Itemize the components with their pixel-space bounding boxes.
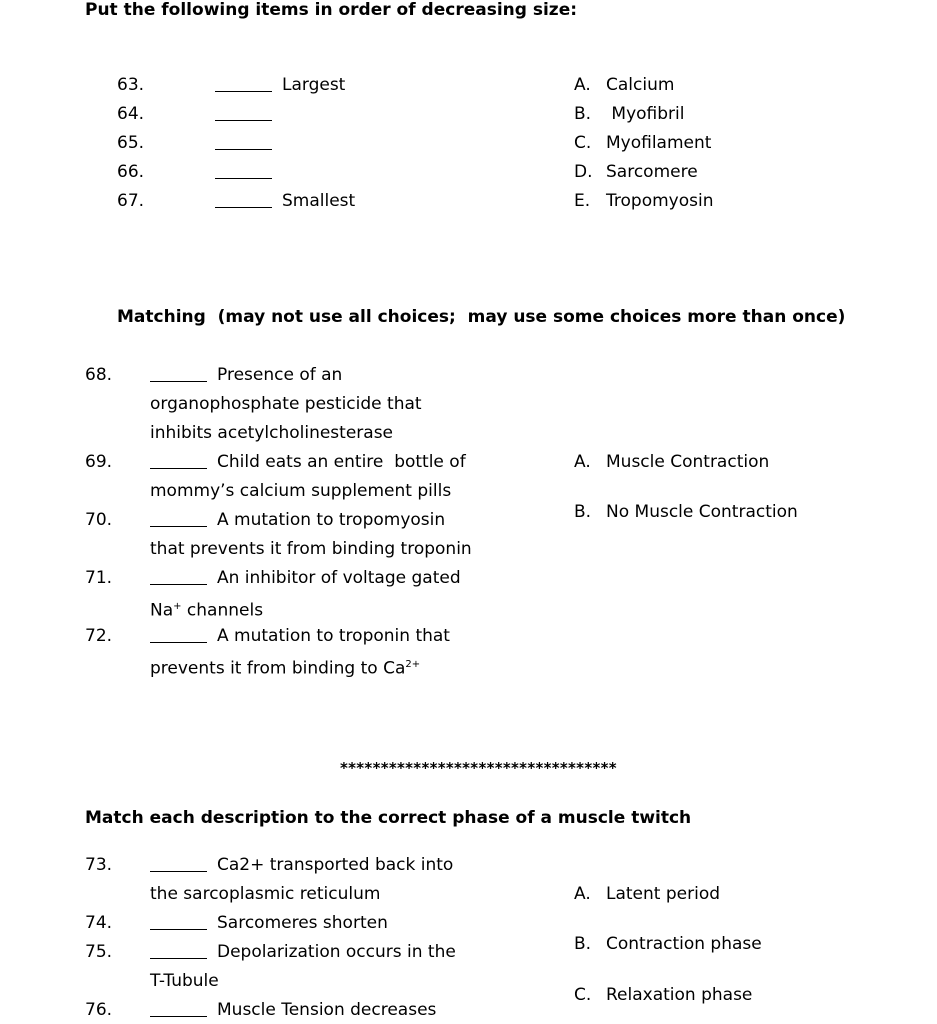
answer-blank[interactable] bbox=[215, 164, 272, 179]
choice-item bbox=[574, 191, 713, 211]
choice-item bbox=[574, 75, 674, 95]
question-number: 64. bbox=[117, 104, 145, 124]
choice-item bbox=[574, 502, 798, 522]
section3-heading: Match each description to the correct phase of a muscle twitch bbox=[85, 808, 692, 828]
item-text: Sarcomeres shorten bbox=[217, 913, 388, 933]
answer-blank[interactable] bbox=[215, 193, 272, 208]
answer-blank[interactable] bbox=[150, 367, 207, 382]
choice-text: Sarcomere bbox=[606, 162, 698, 182]
question-number: 66. bbox=[117, 162, 145, 182]
question-number: 71. bbox=[85, 568, 113, 588]
answer-blank[interactable] bbox=[150, 944, 207, 959]
choice-item bbox=[574, 934, 762, 954]
choice-item bbox=[574, 884, 720, 904]
question-number: 73. bbox=[85, 855, 113, 875]
question-number: 76. bbox=[85, 1000, 113, 1020]
answer-blank[interactable] bbox=[150, 1002, 207, 1017]
choice-item bbox=[574, 133, 711, 153]
answer-blank[interactable] bbox=[215, 106, 272, 121]
question-number: 69. bbox=[85, 452, 113, 472]
item-text: Child eats an entire bottle of bbox=[217, 452, 466, 472]
row-label: Smallest bbox=[282, 191, 356, 211]
answer-blank[interactable] bbox=[150, 915, 207, 930]
answer-blank[interactable] bbox=[150, 570, 207, 585]
question-number: 75. bbox=[85, 942, 113, 962]
choice-letter: A. bbox=[574, 884, 591, 904]
answer-blank[interactable] bbox=[150, 857, 207, 872]
choice-text: No Muscle Contraction bbox=[606, 502, 798, 522]
choice-item bbox=[574, 104, 684, 124]
item-text: mommy’s calcium supplement pills bbox=[150, 481, 452, 501]
item-text: Depolarization occurs in the bbox=[217, 942, 456, 962]
section1-heading: Put the following items in order of decreasing size: bbox=[85, 0, 578, 20]
row-label: Largest bbox=[282, 75, 346, 95]
choice-text: Latent period bbox=[606, 884, 721, 904]
choice-item bbox=[574, 162, 698, 182]
item-text: Presence of an bbox=[217, 365, 343, 385]
section2-heading: Matching (may not use all choices; may use some choices more than once) bbox=[117, 307, 846, 327]
question-number: 72. bbox=[85, 626, 113, 646]
item-text-part: prevents it from binding to Ca bbox=[150, 658, 406, 679]
choice-letter: B. bbox=[574, 934, 592, 954]
answer-blank[interactable] bbox=[150, 512, 207, 527]
choice-letter: B. bbox=[574, 104, 592, 124]
choice-letter: D. bbox=[574, 162, 593, 182]
item-text: Muscle Tension decreases bbox=[217, 1000, 437, 1020]
item-text: A mutation to tropomyosin bbox=[217, 510, 446, 530]
question-number: 68. bbox=[85, 365, 113, 385]
item-text: An inhibitor of voltage gated bbox=[217, 568, 461, 588]
choice-text: Relaxation phase bbox=[606, 985, 753, 1005]
answer-blank[interactable] bbox=[215, 77, 272, 92]
question-number: 65. bbox=[117, 133, 145, 153]
item-text: organophosphate pesticide that bbox=[150, 394, 422, 414]
answer-blank[interactable] bbox=[150, 454, 207, 469]
item-text: A mutation to troponin that bbox=[217, 626, 450, 646]
choice-letter: C. bbox=[574, 133, 592, 153]
choice-text: Tropomyosin bbox=[606, 191, 714, 211]
answer-blank[interactable] bbox=[150, 628, 207, 643]
question-number: 74. bbox=[85, 913, 113, 933]
choice-text: Myofibril bbox=[606, 104, 685, 124]
item-text: T-Tubule bbox=[150, 971, 219, 991]
answer-blank[interactable] bbox=[215, 135, 272, 150]
choice-text: Calcium bbox=[606, 75, 675, 95]
choice-text: Contraction phase bbox=[606, 934, 762, 954]
item-text bbox=[150, 655, 420, 679]
item-text: Ca2+ transported back into bbox=[217, 855, 454, 875]
question-number: 67. bbox=[117, 191, 145, 211]
item-text: inhibits acetylcholinesterase bbox=[150, 423, 394, 443]
item-text bbox=[150, 597, 263, 621]
choice-item bbox=[574, 452, 769, 472]
item-text: the sarcoplasmic reticulum bbox=[150, 884, 381, 904]
choice-letter: A. bbox=[574, 75, 591, 95]
choice-item bbox=[574, 985, 752, 1005]
superscript: 2+ bbox=[405, 659, 421, 670]
choice-letter: E. bbox=[574, 191, 591, 211]
question-number: 63. bbox=[117, 75, 145, 95]
choice-text: Muscle Contraction bbox=[606, 452, 770, 472]
choice-letter: B. bbox=[574, 502, 592, 522]
choice-letter: C. bbox=[574, 985, 592, 1005]
choice-text: Myofilament bbox=[606, 133, 712, 153]
superscript: + bbox=[173, 601, 182, 612]
choice-letter: A. bbox=[574, 452, 591, 472]
item-text-part: Na bbox=[150, 600, 174, 621]
item-text: that prevents it from binding troponin bbox=[150, 539, 472, 559]
question-number: 70. bbox=[85, 510, 113, 530]
item-text-part: channels bbox=[181, 600, 264, 621]
section-divider: ********************************** bbox=[340, 759, 617, 777]
